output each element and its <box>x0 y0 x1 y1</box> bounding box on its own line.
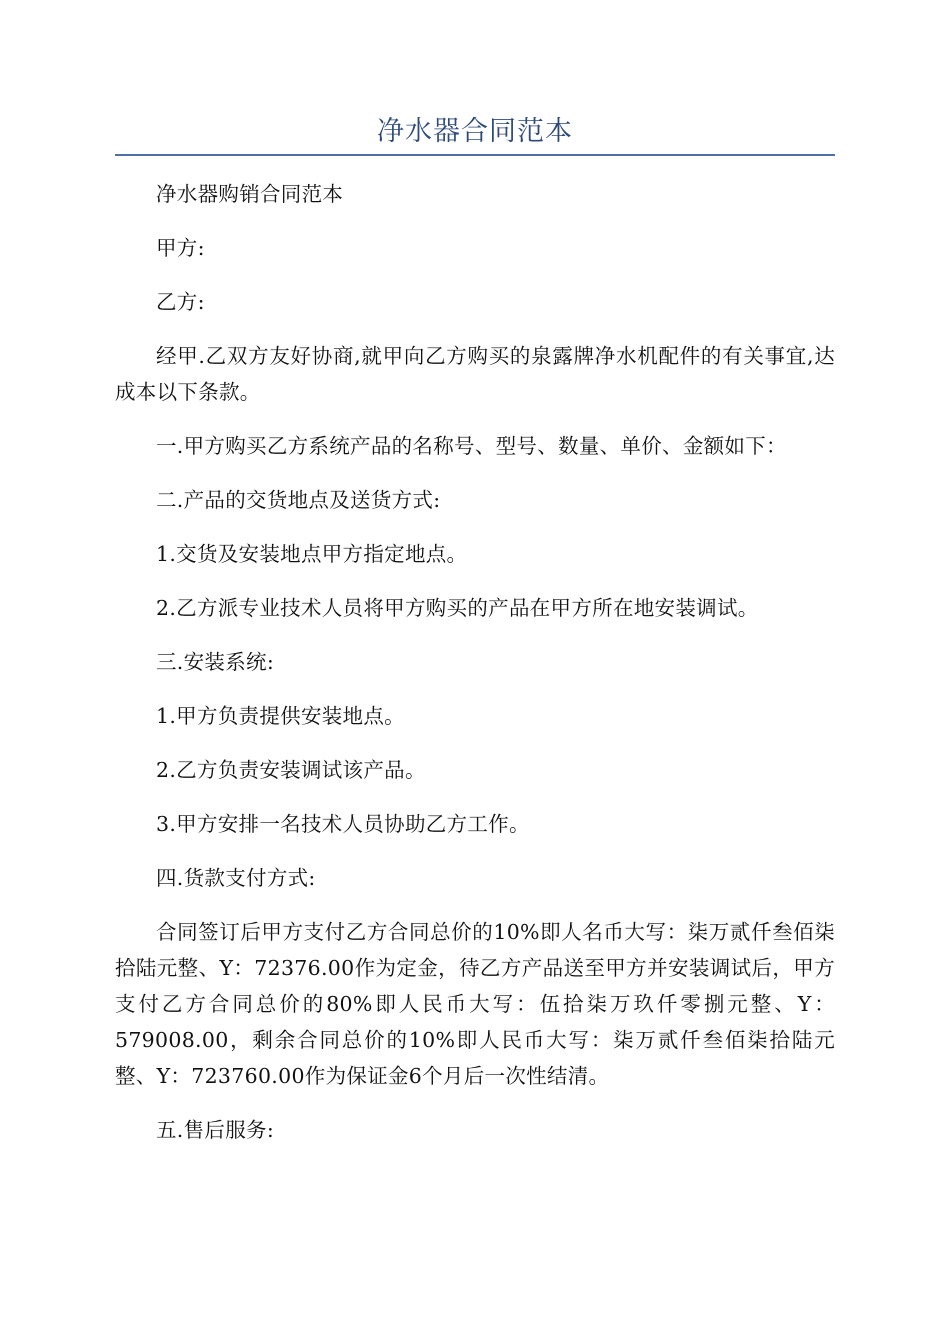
document-body <box>115 176 835 1166</box>
paragraph-section-4: 四.货款支付方式: <box>156 866 316 890</box>
paragraph-section-3-item-1: 1.甲方负责提供安装地点。 <box>156 704 405 728</box>
paragraph-section-2-item-2: 2.乙方派专业技术人员将甲方购买的产品在甲方所在地安装调试。 <box>156 596 759 620</box>
paragraph-section-3-item-2: 2.乙方负责安装调试该产品。 <box>156 758 426 782</box>
paragraph-party-b: 乙方: <box>156 290 205 314</box>
title-underline <box>115 154 835 156</box>
paragraph-section-5: 五.售后服务: <box>156 1118 275 1142</box>
document-title: 净水器合同范本 <box>377 116 573 147</box>
paragraph-section-2: 二.产品的交货地点及送货方式: <box>156 488 441 512</box>
paragraph-section-3-item-3: 3.甲方安排一名技术人员协助乙方工作。 <box>156 812 530 836</box>
paragraph-party-a: 甲方: <box>156 236 205 260</box>
paragraph-payment-terms: 合同签订后甲方支付乙方合同总价的10%即人名币大写：柒万贰仟叁佰柒拾陆元整、Y：72376.00作为定金，待乙方产品送至甲方并安装调试后，甲方支付乙方合同总价的80%即人民币大写：伍拾柒万玖仟零捌元整、Y：579008.00，剩余合同总价的10%即人民币大写：柒万贰仟叁佰柒拾陆元整、Y：723760.00作为保证金6个月后一次性结清。 <box>115 920 835 1088</box>
paragraph-contract-name: 净水器购销合同范本 <box>156 182 344 206</box>
paragraph-preamble: 经甲.乙双方友好协商,就甲向乙方购买的泉露牌净水机配件的有关事宜,达成本以下条款。 <box>115 344 835 404</box>
paragraph-section-3: 三.安装系统: <box>156 650 275 674</box>
paragraph-section-1: 一.甲方购买乙方系统产品的名称号、型号、数量、单价、金额如下： <box>156 434 787 458</box>
paragraph-section-2-item-1: 1.交货及安装地点甲方指定地点。 <box>156 542 468 566</box>
